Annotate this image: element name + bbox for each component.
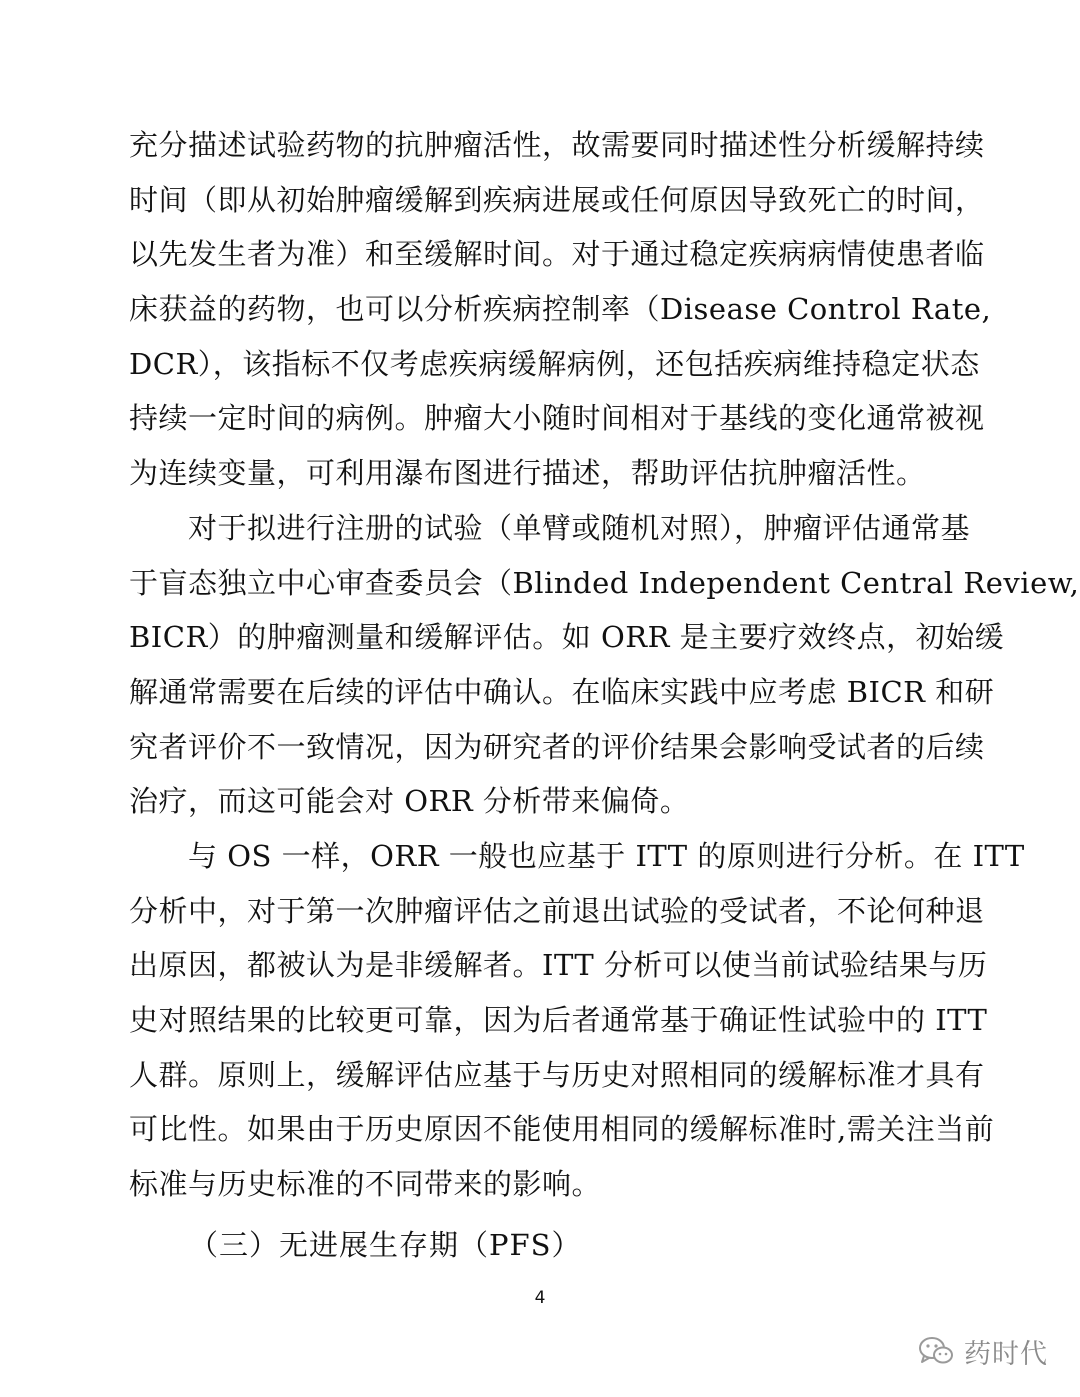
text-line: BICR）的肿瘤测量和缓解评估。如 ORR 是主要疗效终点，初始缓 (129, 620, 1005, 655)
paragraph-3 (129, 829, 1025, 1212)
text-line: 分析中，对于第一次肿瘤评估之前退出试验的受试者，不论何种退 (129, 893, 985, 928)
text-line: 史对照结果的比较更可靠，因为后者通常基于确证性试验中的 ITT (129, 1003, 988, 1037)
watermark-text: 药时代 (964, 1338, 1048, 1370)
section-heading: （三）无进展生存期（PFS） (189, 1228, 582, 1262)
wechat-icon (918, 1336, 954, 1366)
text-line: 究者评价不一致情况，因为研究者的评价结果会影响受试者的后续 (129, 729, 985, 764)
body-text (129, 118, 1080, 1212)
paragraph-1 (129, 118, 992, 501)
text-line: 解通常需要在后续的评估中确认。在临床实践中应考虑 BICR 和研 (129, 674, 995, 709)
text-line: 与 OS 一样，ORR 一般也应基于 ITT 的原则进行分析。在 ITT (129, 838, 1025, 873)
text-line: 为连续变量，可利用瀑布图进行描述，帮助评估抗肿瘤活性。 (129, 456, 926, 491)
text-line: 于盲态独立中心审查委员会（Blinded Independent Central Review, (129, 565, 1080, 600)
text-line: 时间（即从初始肿瘤缓解到疾病进展或任何原因导致死亡的时间， (129, 182, 985, 217)
text-line: 以先发生者为准）和至缓解时间。对于通过稳定疾病病情使患者临 (129, 237, 985, 272)
page-number: 4 (534, 1288, 546, 1308)
text-line: 对于拟进行注册的试验（单臂或随机对照），肿瘤评估通常基 (129, 510, 971, 545)
watermark (918, 1331, 1048, 1371)
paragraph-2 (129, 501, 1080, 829)
text-line: 充分描述试验药物的抗肿瘤活性，故需要同时描述性分析缓解持续 (129, 128, 985, 162)
text-line: 标准与历史标准的不同带来的影响。 (129, 1167, 602, 1202)
text-line: 床获益的药物，也可以分析疾病控制率（Disease Control Rate, (129, 292, 992, 327)
text-line: 人群。原则上，缓解评估应基于与历史对照相同的缓解标准才具有 (129, 1057, 985, 1092)
text-line: 出原因，都被认为是非缓解者。ITT 分析可以使当前试验结果与历 (129, 948, 988, 983)
text-line: 持续一定时间的病例。肿瘤大小随时间相对于基线的变化通常被视 (129, 401, 985, 436)
text-line: DCR），该指标不仅考虑疾病缓解病例，还包括疾病维持稳定状态 (129, 346, 980, 381)
text-line: 可比性。如果由于历史原因不能使用相同的缓解标准时,需关注当前 (129, 1112, 995, 1147)
text-line: 治疗，而这可能会对 ORR 分析带来偏倚。 (129, 784, 690, 819)
